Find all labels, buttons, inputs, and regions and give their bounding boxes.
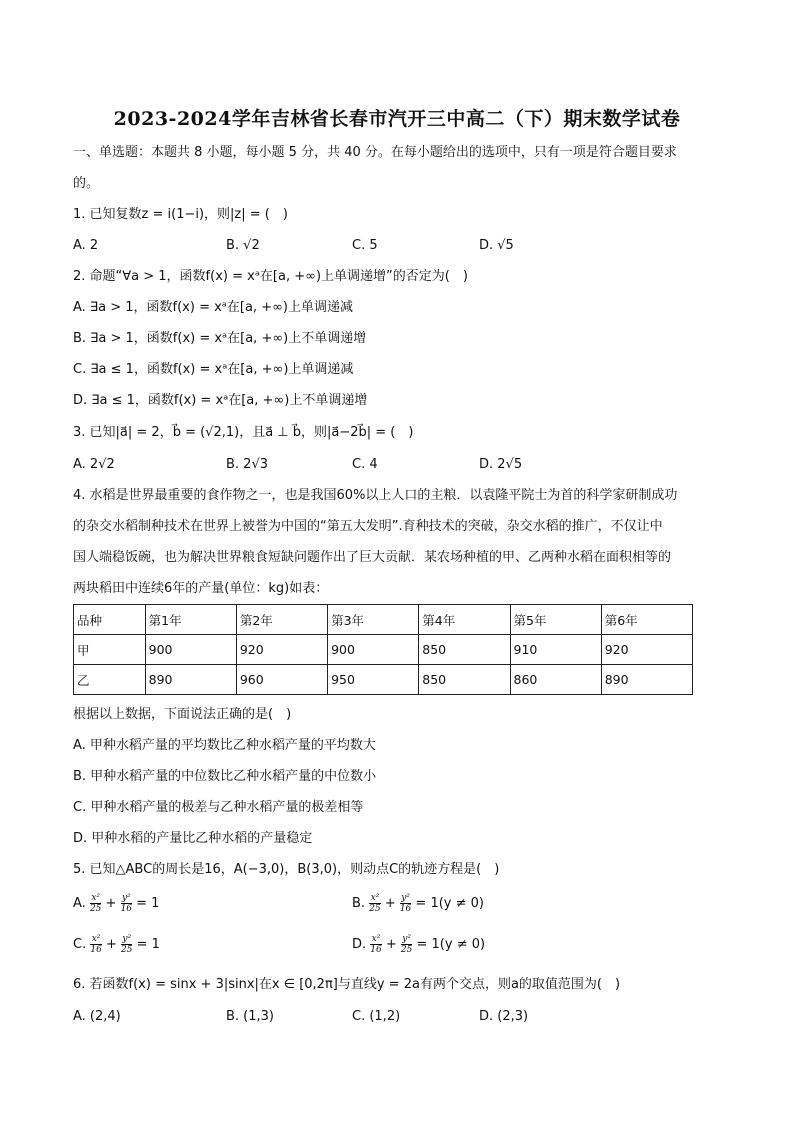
q1-option-c: C. 5 bbox=[352, 238, 378, 253]
fraction-numerator: x² bbox=[91, 893, 100, 903]
fraction bbox=[401, 934, 412, 955]
table-header-cell: 第5年 bbox=[510, 605, 601, 635]
fraction-denominator: 25 bbox=[89, 904, 102, 914]
table-header-cell: 第2年 bbox=[236, 605, 327, 635]
fraction-numerator: y² bbox=[402, 934, 411, 944]
table-cell: 920 bbox=[601, 635, 692, 665]
q4-option-a: A. 甲种水稻产量的平均数比乙种水稻产量的平均数大 bbox=[73, 738, 376, 753]
q1-stem: 1. 已知复数z = i(1−i)，则|z| = ( ) bbox=[73, 207, 288, 222]
exam-title: 2023-2024学年吉林省长春市汽开三中高二（下）期末数学试卷 bbox=[113, 108, 681, 130]
fraction-denominator: 16 bbox=[90, 945, 102, 955]
q4-stem-line1: 4. 水稻是世界最重要的食作物之一，也是我国60%以上人口的主粮．以袁隆平院士为首的科学家研制成功 bbox=[73, 488, 678, 503]
table-cell: 890 bbox=[145, 665, 236, 695]
q2-option-a: A. ∃a > 1，函数f(x) = xᵃ在[a, +∞)上单调递减 bbox=[73, 300, 353, 315]
q4-option-c: C. 甲种水稻产量的极差与乙种水稻产量的极差相等 bbox=[73, 800, 364, 815]
q2-option-d: D. ∃a ≤ 1，函数f(x) = xᵃ在[a, +∞)上不单调递增 bbox=[73, 393, 368, 408]
table-header-cell: 品种 bbox=[74, 605, 146, 635]
fraction-denominator: 16 bbox=[399, 904, 412, 914]
q6-option-b: B. (1,3) bbox=[226, 1009, 275, 1024]
q4-option-d: D. 甲种水稻的产量比乙种水稻的产量稳定 bbox=[73, 831, 313, 846]
q3-stem: 3. 已知|a⃗| = 2，b⃗ = (√2,1)，且a⃗ ⊥ b⃗，则|a⃗−2b⃗| = ( ) bbox=[73, 425, 414, 440]
q4-stem-line2: 的杂交水稻制种技术在世界上被誉为中国的“第五大发明”.育种技术的突破，杂交水稻的推广，不仅让中 bbox=[73, 519, 663, 534]
equation-rhs: = 1 bbox=[136, 937, 160, 952]
option-label: C. bbox=[73, 937, 87, 952]
fraction-numerator: y² bbox=[122, 934, 132, 944]
table-cell: 850 bbox=[419, 665, 510, 695]
q5-option-c: C. $\frac{\text{x²}}{16}$ + $\frac{\text{y²}}{25}$ = 1 bbox=[73, 934, 160, 955]
table-cell: 甲 bbox=[74, 635, 146, 665]
equation-rhs: = 1 bbox=[136, 896, 160, 911]
q1-option-a: A. 2 bbox=[73, 238, 99, 253]
table-header-cell: 第4年 bbox=[419, 605, 510, 635]
fraction-denominator: 25 bbox=[120, 945, 133, 955]
table-cell: 960 bbox=[236, 665, 327, 695]
table-cell: 860 bbox=[510, 665, 601, 695]
q4-option-b: B. 甲种水稻产量的中位数比乙种水稻产量的中位数小 bbox=[73, 769, 377, 784]
table-cell: 910 bbox=[510, 635, 601, 665]
q6-option-d: D. (2,3) bbox=[479, 1009, 529, 1024]
q4-stem-line3: 国人端稳饭碗，也为解决世界粮食短缺问题作出了巨大贡献．某农场种植的甲、乙两种水稻在面积相等的 bbox=[73, 550, 672, 565]
table-row bbox=[74, 665, 693, 695]
q5-option-b: B. $\frac{\text{x²}}{25}$ + $\frac{\text{y²}}{16}$ = 1(y ≠ 0) bbox=[352, 893, 484, 914]
yield-table bbox=[73, 604, 693, 695]
q2-stem: 2. 命题“∀a > 1，函数f(x) = xᵃ在[a, +∞)上单调递增”的否定为( ) bbox=[73, 269, 468, 284]
equation-rhs: = 1(y ≠ 0) bbox=[416, 937, 486, 952]
fraction-denominator: 16 bbox=[120, 904, 133, 914]
q2-option-c: C. ∃a ≤ 1，函数f(x) = xᵃ在[a, +∞)上单调递减 bbox=[73, 362, 354, 377]
fraction-numerator: y² bbox=[401, 893, 410, 903]
fraction bbox=[90, 934, 101, 955]
fraction-numerator: y² bbox=[121, 893, 131, 903]
q1-option-b: B. √2 bbox=[226, 238, 260, 253]
table-cell: 900 bbox=[328, 635, 419, 665]
table-header-cell: 第3年 bbox=[328, 605, 419, 635]
q6-option-a: A. (2,4) bbox=[73, 1009, 121, 1024]
fraction-denominator: 16 bbox=[370, 945, 382, 955]
q3-option-c: C. 4 bbox=[352, 457, 378, 472]
q2-option-b: B. ∃a > 1，函数f(x) = xᵃ在[a, +∞)上不单调递增 bbox=[73, 331, 367, 346]
table-cell: 乙 bbox=[74, 665, 146, 695]
q6-stem: 6. 若函数f(x) = sinx + 3|sinx|在x ∈ [0,2π]与直线y = 2a有两个交点，则a的取值范围为( ) bbox=[73, 977, 621, 992]
table-header-cell: 第1年 bbox=[145, 605, 236, 635]
table-cell: 920 bbox=[236, 635, 327, 665]
fraction bbox=[370, 934, 381, 955]
table-cell: 950 bbox=[328, 665, 419, 695]
fraction-numerator: x² bbox=[370, 893, 380, 903]
q5-option-a: A. $\frac{\text{x²}}{25}$ + $\frac{\text{y²}}{16}$ = 1 bbox=[73, 893, 160, 914]
equation-rhs: = 1(y ≠ 0) bbox=[415, 896, 484, 911]
table-header-cell: 第6年 bbox=[601, 605, 692, 635]
table-cell: 900 bbox=[145, 635, 236, 665]
table-cell: 850 bbox=[419, 635, 510, 665]
q3-option-d: D. 2√5 bbox=[479, 457, 523, 472]
fraction bbox=[369, 893, 380, 914]
section-instructions-line2: 的。 bbox=[73, 176, 100, 191]
fraction bbox=[121, 934, 132, 955]
q6-option-c: C. (1,2) bbox=[352, 1009, 401, 1024]
q3-option-b: B. 2√3 bbox=[226, 457, 269, 472]
option-label: A. bbox=[73, 896, 86, 911]
option-label: D. bbox=[352, 937, 367, 952]
table-header-row bbox=[74, 605, 693, 635]
section-instructions-line1: 一、单选题：本题共 8 小题，每小题 5 分，共 40 分。在每小题给出的选项中，只有一项是符合题目要求 bbox=[73, 145, 677, 160]
option-label: B. bbox=[352, 896, 366, 911]
fraction-denominator: 25 bbox=[400, 945, 413, 955]
q3-option-a: A. 2√2 bbox=[73, 457, 115, 472]
fraction bbox=[121, 893, 132, 914]
q4-question: 根据以上数据，下面说法正确的是( ) bbox=[73, 707, 292, 722]
fraction-numerator: x² bbox=[371, 934, 381, 944]
fraction-denominator: 25 bbox=[369, 904, 381, 914]
q1-option-d: D. √5 bbox=[479, 238, 514, 253]
fraction bbox=[400, 893, 411, 914]
fraction bbox=[90, 893, 101, 914]
fraction-numerator: x² bbox=[91, 934, 101, 944]
q5-stem: 5. 已知△ABC的周长是16，A(−3,0)，B(3,0)，则动点C的轨迹方程是( ) bbox=[73, 862, 500, 877]
q5-option-d: D. $\frac{\text{x²}}{16}$ + $\frac{\text{y²}}{25}$ = 1(y ≠ 0) bbox=[352, 934, 486, 955]
table-row bbox=[74, 635, 693, 665]
q4-stem-line4: 两块稻田中连续6年的产量(单位：kg)如表： bbox=[73, 581, 329, 596]
table-cell: 890 bbox=[601, 665, 692, 695]
